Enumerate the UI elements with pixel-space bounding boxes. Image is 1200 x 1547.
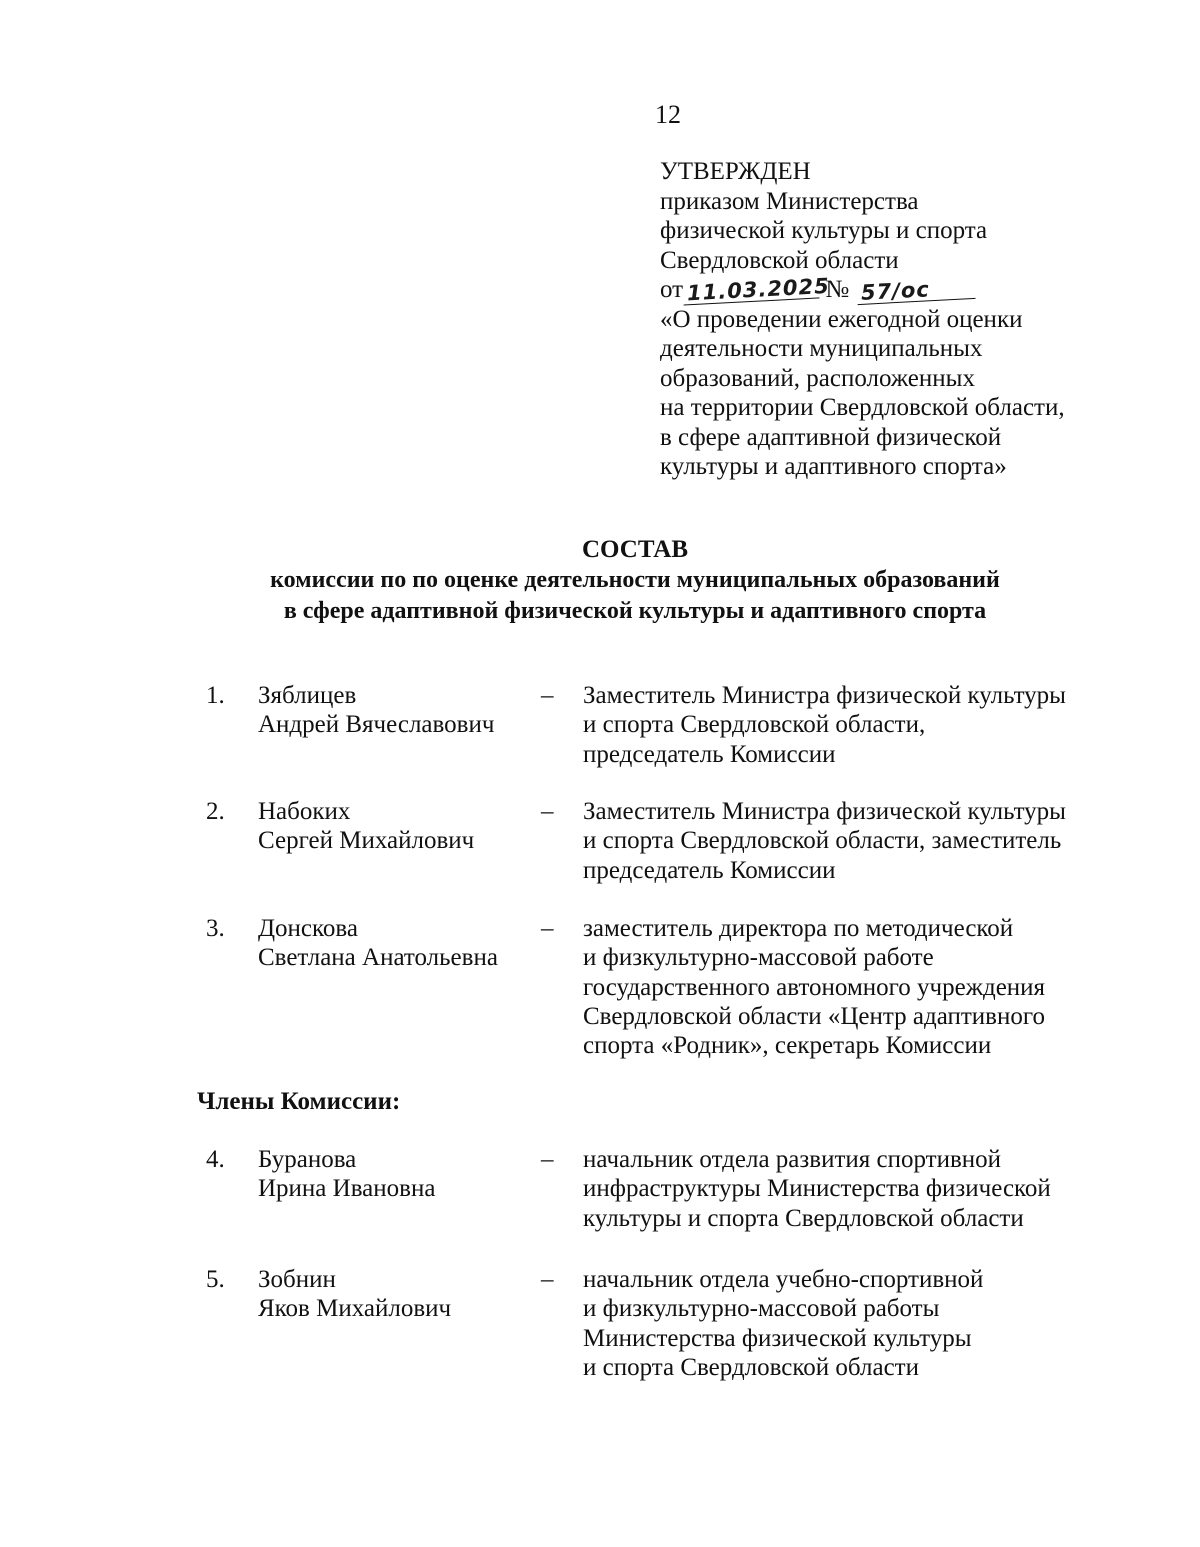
member-given-names: Яков Михайлович xyxy=(258,1295,452,1323)
approval-line: «О проведении ежегодной оценки xyxy=(660,305,1023,333)
role-line: и спорта Свердловской области xyxy=(583,1353,919,1381)
member-surname: Донскова xyxy=(258,915,358,942)
order-prefix: от xyxy=(660,276,684,303)
member-role xyxy=(583,1145,1103,1233)
title-sub-line-1: комиссии по по оценке деятельности муниципальных образований xyxy=(270,567,1000,593)
title-sub-line-2: в сфере адаптивной физической культуры и адаптивного спорта xyxy=(283,598,987,624)
role-line: Министерства физической культуры xyxy=(583,1324,972,1352)
approval-line: культуры и адаптивного спорта» xyxy=(660,453,1007,480)
member-given-names: Андрей Вячеславович xyxy=(258,711,495,739)
role-line: Заместитель Министра физической культуры xyxy=(583,798,1066,825)
member-surname: Набоких xyxy=(258,798,351,825)
member-name xyxy=(258,681,528,740)
role-line: начальник отдела учебно-спортивной xyxy=(583,1266,984,1293)
approval-line: Свердловской области xyxy=(660,246,899,274)
approval-line: на территории Свердловской области, xyxy=(660,394,1065,421)
role-line: Свердловской области «Центр адаптивного xyxy=(583,1002,1045,1030)
member-given-names: Сергей Михайлович xyxy=(258,827,475,855)
member-name xyxy=(258,1265,528,1324)
order-reference xyxy=(660,275,1160,305)
role-line: и спорта Свердловской области, xyxy=(583,711,926,739)
member-name xyxy=(258,914,528,973)
approval-line: в сфере адаптивной физической xyxy=(660,423,1002,451)
entry-dash: – xyxy=(541,1146,554,1173)
entry-number: 5. xyxy=(206,1266,225,1293)
role-line: и физкультурно-массовой работы xyxy=(583,1295,940,1323)
approval-stamp xyxy=(660,157,1160,482)
entry-dash: – xyxy=(541,1266,554,1293)
role-line: государственного автономного учреждения xyxy=(583,973,1046,1001)
member-surname: Буранова xyxy=(258,1146,357,1173)
title-main: СОСТАВ xyxy=(581,536,689,563)
entry-dash: – xyxy=(541,682,554,709)
entry-number: 3. xyxy=(206,915,225,942)
order-number-handwritten: 57/ос xyxy=(857,276,976,305)
role-line: Заместитель Министра физической культуры xyxy=(583,682,1066,709)
page-number: 12 xyxy=(655,100,681,129)
entry-number: 4. xyxy=(206,1146,225,1173)
member-role xyxy=(583,797,1103,885)
member-given-names: Ирина Ивановна xyxy=(258,1175,436,1203)
member-role xyxy=(583,681,1103,769)
role-line: спорта «Родник», секретарь Комиссии xyxy=(583,1032,992,1060)
entry-dash: – xyxy=(541,798,554,825)
role-line: председатель Комиссии xyxy=(583,856,836,884)
order-date-handwritten: 11.03.2025 xyxy=(683,275,820,305)
member-role xyxy=(583,914,1103,1060)
role-line: и спорта Свердловской области, заместитель xyxy=(583,827,1062,855)
entry-dash: – xyxy=(541,915,554,942)
entry-number: 1. xyxy=(206,682,225,709)
member-role xyxy=(583,1265,1103,1382)
approval-line: физической культуры и спорта xyxy=(660,217,988,244)
approval-line: приказом Министерства xyxy=(660,187,919,215)
role-line: культуры и спорта Свердловской области xyxy=(583,1204,1024,1232)
role-line: председатель Комиссии xyxy=(583,740,836,768)
role-line: заместитель директора по методической xyxy=(583,915,1014,942)
member-name xyxy=(258,797,528,856)
approval-line: деятельности муниципальных xyxy=(660,335,983,362)
role-line: инфраструктуры Министерства физической xyxy=(583,1175,1051,1203)
document-title xyxy=(0,535,1200,627)
role-line: начальник отдела развития спортивной xyxy=(583,1146,1002,1173)
role-line: и физкультурно-массовой работе xyxy=(583,944,934,972)
approval-line: образований, расположенных xyxy=(660,364,975,392)
members-heading: Члены Комиссии: xyxy=(197,1088,401,1115)
member-name xyxy=(258,1145,528,1204)
approval-heading: УТВЕРЖДЕН xyxy=(660,158,811,185)
member-surname: Зобнин xyxy=(258,1266,336,1293)
order-number-label: № xyxy=(825,276,850,303)
member-surname: Зяблицев xyxy=(258,682,357,709)
entry-number: 2. xyxy=(206,798,225,825)
member-given-names: Светлана Анатольевна xyxy=(258,944,498,972)
